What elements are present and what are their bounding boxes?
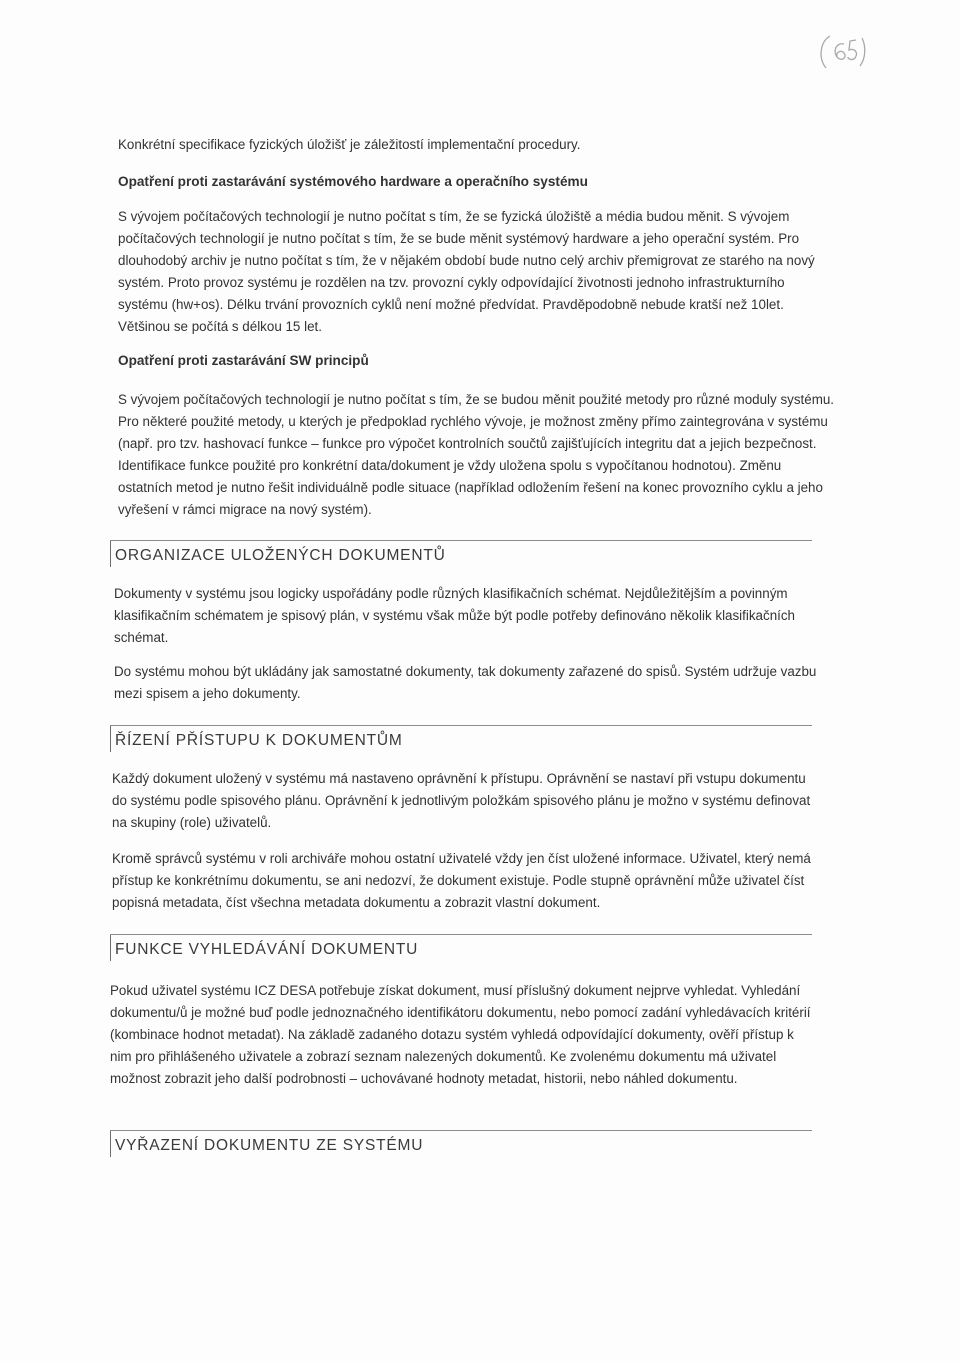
section-title: FUNKCE VYHLEDÁVÁNÍ DOKUMENTU [115,941,419,958]
section-heading-disposal [110,1130,812,1155]
section-heading-access-control [110,725,812,750]
section-title: ORGANIZACE ULOŽENÝCH DOKUMENTŮ [115,547,446,564]
section-sw-paragraph: S vývojem počítačových technologií je nutno počítat s tím, že se budou měnit použité metody pro různé moduly systému. Pro některé použité metody, u kterých je předpoklad rychlého vývoje, je možnost změny přímo zaintegrována v systému (např. pro tzv. hashovací funkce – funkce pro výpočet kontrolních součtů zajišťujících integritu dat a jejich bezpečnost. Identifikace funkce použité pro konkrétní data/dokument je vždy uložena spolu s vypočítanou hodnotou). Změnu ostatních metod je nutno řešit individuálně podle situace (například odložením řešení na konec provozního cyklu a jeho vyřešení v rámci migrace na nový systém). [118,392,835,517]
section-hw-paragraph: S vývojem počítačových technologií je nutno počítat s tím, že se fyzická úložiště a média budou měnit. S vývojem počítačových technologií je nutno počítat s tím, že se bude měnit systémový hardware a jeho operační systém. Pro dlouhodobý archiv je nutno počítat s tím, že v nějakém období bude nutno celý archiv přemigrovat ze starého na nový systém. Proto provoz systému je rozdělen na tzv. provozní cykly odpovídající životnosti jednoho infrastrukturního systému (hw+os). Délku trvání provozních cyklů není možné předvídat. Pravděpodobně nebude kratší než 10let. Většinou se počítá s délkou 15 let. [118,209,815,334]
section-sw-heading: Opatření proti zastarávání SW principů [118,353,369,368]
search-paragraph: Pokud uživatel systému ICZ DESA potřebuje získat dokument, musí příslušný dokument nejprve vyhledat. Vyhledání dokumentu/ů je možné buď podle jednoznačného identifikátoru dokumentu, nebo pomocí zadání vyhledávacích kritérií (kombinace hodnot metadat). Na základě zadaného dotazu systém vyhledá odpovídající dokumenty, ověří přístup k nim pro přihlášeného uživatele a zobrazí seznam nalezených dokumentů. Ke zvolenému dokumentu má uživatel možnost zobrazit jeho další podrobnosti – uchovávané hodnoty metadat, historii, nebo náhled dokumentu. [110,983,811,1086]
heading-rule [110,1131,111,1157]
heading-rule [110,935,111,961]
heading-rule [110,541,111,567]
access-paragraph-1: Každý dokument uložený v systému má nastaveno oprávnění k přístupu. Oprávnění se nastaví při vstupu dokumentu do systému podle spisového plánu. Oprávnění k jednotlivým položkám spisového plánu je možno v systému definovat na skupiny (role) uživatelů. [112,771,811,830]
organization-paragraph-2: Do systému mohou být ukládány jak samostatné dokumenty, tak dokumenty zařazené do spisů. Systém udržuje vazbu mezi spisem a jeho dokumenty. [114,664,817,701]
access-paragraph-2: Kromě správců systému v roli archiváře mohou ostatní uživatelé vždy jen číst uložené informace. Uživatel, který nemá přístup ke konkrétnímu dokumentu, se ani nedozví, že dokument existuje. Podle stupně oprávnění může uživatel číst popisná metadata, číst všechna metadata dokumentu a zobrazit vlastní dokument. [112,851,811,910]
heading-rule [110,726,111,752]
section-hw-heading: Opatření proti zastarávání systémového hardware a operačního systému [118,174,588,189]
section-hw-obsolescence [118,171,838,338]
handwritten-page-number [812,28,872,76]
section-title: VYŘAZENÍ DOKUMENTU ZE SYSTÉMU [115,1137,424,1154]
section-heading-organization [110,540,812,565]
section-sw-obsolescence [118,350,838,521]
intro-text: Konkrétní specifikace fyzických úložišť je záležitostí implementační procedury. [118,137,581,152]
organization-paragraph-1: Dokumenty v systému jsou logicky uspořádány podle různých klasifikačních schémat. Nejdůležitějším a povinným klasifikačním schématem je spisový plán, v systému však může být podle potřeby definováno několik klasifikačních schémat. [114,586,796,645]
section-title: ŘÍZENÍ PŘÍSTUPU K DOKUMENTŮM [115,732,403,749]
intro-paragraph [118,134,858,156]
section-heading-search [110,934,812,959]
